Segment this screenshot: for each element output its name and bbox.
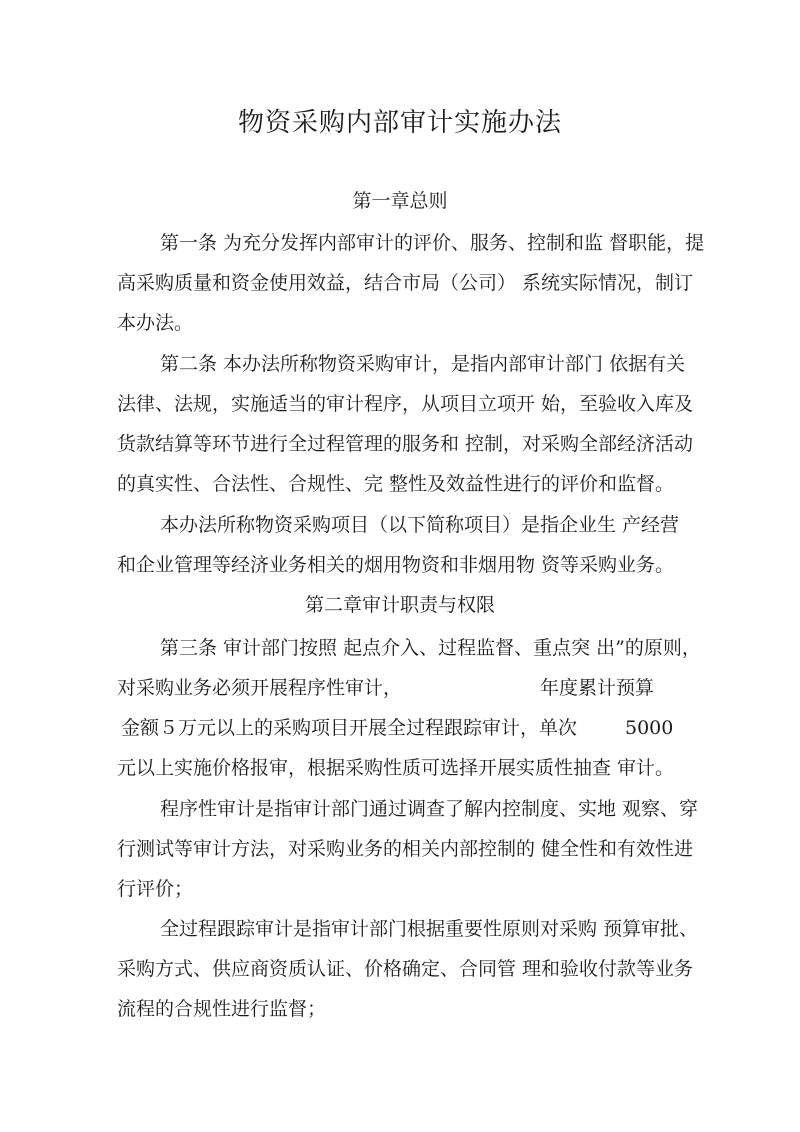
chapter-2-heading: 第二章审计职责与权限 (304, 594, 495, 616)
article-2-line-4: 的真实性、合法性、合规性、完 整性及效益性进行的评价和监督。 (117, 473, 675, 495)
article-2-line-1: 第二条 本办法所称物资采购审计，是指内部审计部门 依据有关 (160, 353, 686, 375)
article-3-line-1: 第三条 审计部门按照 起点介入、过程监督、重点突 出”的原则， (160, 637, 701, 659)
article-3-line-3a: 金额５万元以上的采购项目开展全过程跟踪审计，单次 (121, 717, 578, 739)
procedural-audit-line-2: 行测试等审计方法，对采购业务的相关内部控制的 健全性和有效性进 (117, 838, 694, 860)
article-2-line-3: 货款结算等环节进行全过程管理的服务和 控制，对采购全部经济活动 (117, 433, 694, 455)
article-3-line-4: 元以上实施价格报审，根据采购性质可选择开展实质性抽查 审计。 (117, 757, 675, 779)
procedural-audit-line-3: 行评价； (117, 878, 194, 900)
chapter-1-heading: 第一章总则 (352, 190, 448, 212)
article-2-line-2: 法律、法规，实施适当的审计程序，从项目立项开 始，至验收入库及 (117, 393, 694, 415)
article-1-line-3: 本办法。 (117, 312, 194, 334)
full-process-audit-line-2: 采购方式、供应商资质认证、价格确定、合同管 理和验收付款等业务 (117, 958, 694, 980)
item-definition-line-1: 本办法所称物资采购项目（以下简称项目）是指企业生 产经营 (160, 514, 680, 536)
article-3-line-2a: 对采购业务必须开展程序性审计， (117, 677, 403, 699)
article-1-line-1: 第一条 为充分发挥内部审计的评价、服务、控制和监 督职能，提 (160, 232, 705, 254)
item-definition-line-2: 和企业管理等经济业务相关的烟用物资和非烟用物 资等采购业务。 (117, 554, 675, 576)
document-title: 物资采购内部审计实施办法 (237, 108, 562, 138)
procedural-audit-line-1: 程序性审计是指审计部门通过调查了解内控制度、实地 观察、穿 (160, 798, 699, 820)
full-process-audit-line-3: 流程的合规性进行监督； (117, 998, 327, 1020)
article-1-line-2: 高采购质量和资金使用效益，结合市局（公司） 系统实际情况，制订 (117, 272, 694, 294)
article-3-line-2b: 年度累计预算 (540, 677, 655, 699)
full-process-audit-line-1: 全过程跟踪审计是指审计部门根据重要性原则对采购 预算审批、 (160, 918, 699, 940)
article-3-line-3b: 5000 (625, 717, 674, 739)
